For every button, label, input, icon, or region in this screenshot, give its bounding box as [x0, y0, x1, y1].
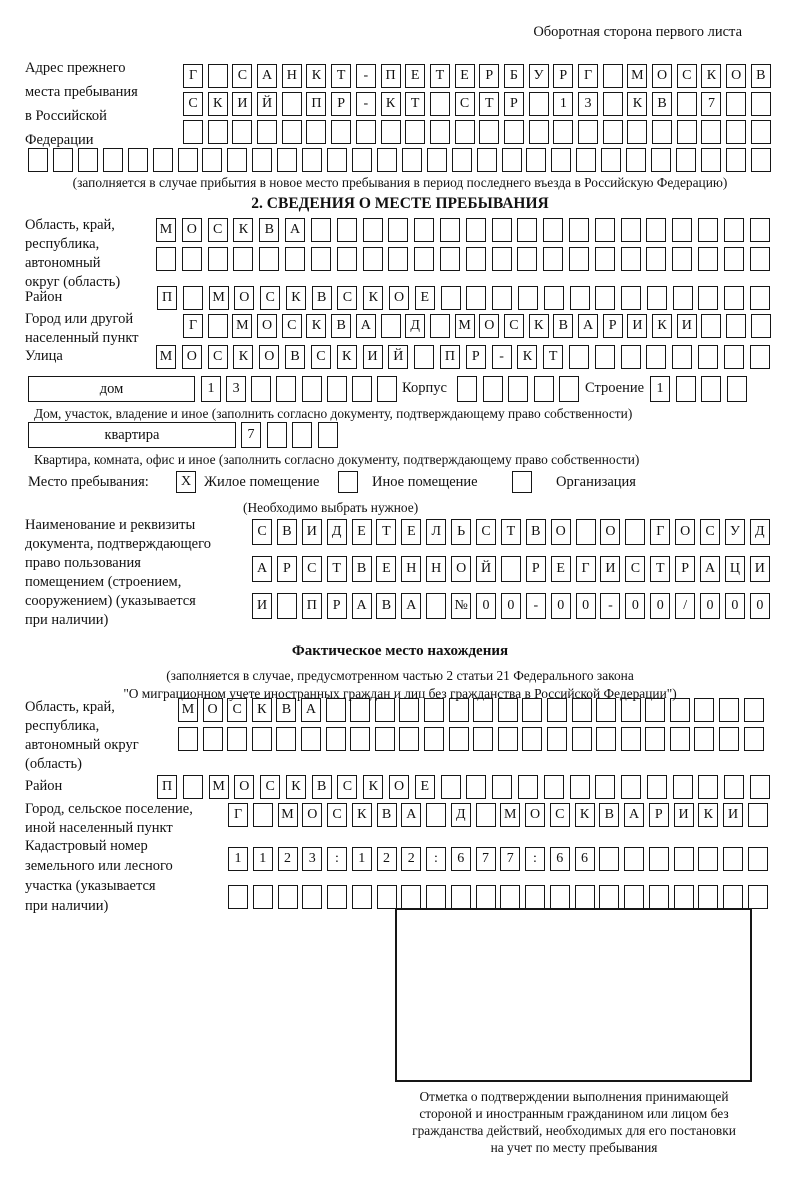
- stay-type-label: Место пребывания:: [28, 474, 149, 490]
- actual-city-label: Город, сельское поселение, иной населенный пункт: [25, 801, 193, 836]
- stamp-caption: Отметка о подтверждении выполнения принимающей стороной и иностранным гражданином или лицом без гражданства действий, необходимых для его постановки на учет по месту пребывания: [412, 1089, 736, 1155]
- actual-district-label: Район: [25, 778, 63, 794]
- actual-city-row[interactable]: Г М О С К В А Д М О С К В А Р И К И: [228, 803, 768, 827]
- city-label: Город или другой населенный пункт: [25, 311, 139, 346]
- korpus-label: Корпус: [402, 380, 447, 396]
- page-side-note: Оборотная сторона первого листа: [533, 24, 742, 40]
- prev-address-row-3[interactable]: [183, 120, 771, 144]
- stroenie-label: Строение: [585, 380, 645, 396]
- prev-address-row-4[interactable]: [28, 148, 771, 172]
- actual-region-row-1[interactable]: М О С К В А: [178, 698, 764, 722]
- region-label: Область, край, республика, автономный округ (область): [25, 217, 121, 290]
- district-row[interactable]: П М О С К В С К О Е: [157, 286, 770, 310]
- cadastral-row-2[interactable]: [228, 885, 768, 909]
- prev-address-note: (заполняется в случае прибытия в новое место пребывания в период последнего въезда в Российскую Федерацию): [72, 175, 728, 190]
- stroenie-cells[interactable]: 1: [650, 376, 747, 402]
- prev-address-label: Адрес прежнего места пребывания в Российской Федерации: [25, 60, 138, 148]
- korpus-cells[interactable]: [457, 376, 579, 402]
- stamp-box: [395, 908, 752, 1082]
- section2-title: 2. СВЕДЕНИЯ О МЕСТЕ ПРЕБЫВАНИЯ: [251, 195, 549, 212]
- street-label: Улица: [25, 348, 63, 364]
- document-row-3[interactable]: И П Р А В А № 0 0 - 0 0 - 0 0 / 0 0 0: [252, 593, 770, 619]
- stay-type-checkbox-organization[interactable]: [512, 471, 532, 493]
- actual-location-note-2: "О миграционном учете иностранных граждан и лиц без гражданства в Российской Федерации"): [123, 686, 677, 701]
- document-label: Наименование и реквизиты документа, подтверждающего право пользования помещением (строением, сооружением) (указывается при наличии): [25, 517, 211, 628]
- document-row-1[interactable]: С В И Д Е Т Е Л Ь С Т В О О Г О С У Д: [252, 519, 770, 545]
- actual-district-row[interactable]: П М О С К В С К О Е: [157, 775, 770, 799]
- stay-type-option-other-premises: Иное помещение: [372, 474, 478, 490]
- apartment-box-label: квартира: [28, 422, 236, 448]
- actual-region-label: Область, край, республика, автономный округ (область): [25, 699, 139, 772]
- cadastral-label: Кадастровый номер земельного или лесного участка (указывается при наличии): [25, 838, 173, 914]
- apartment-note: Квартира, комната, офис и иное (заполнить согласно документу, подтверждающему право собственности): [34, 452, 640, 467]
- prev-address-row-1[interactable]: Г С А Н К Т - П Е Т Е Р Б У Р Г М О С К О В: [183, 64, 771, 88]
- prev-address-row-2[interactable]: С К И Й П Р - К Т С Т Р 1 3 К В 7: [183, 92, 771, 116]
- district-label: Район: [25, 289, 63, 305]
- actual-region-row-2[interactable]: [178, 727, 764, 751]
- house-cells[interactable]: 1 3: [201, 376, 397, 402]
- region-row-2[interactable]: [156, 247, 770, 271]
- document-row-2[interactable]: А Р С Т В Е Н Н О Й Р Е Г И С Т Р А Ц И: [252, 556, 770, 582]
- house-box-label: дом: [28, 376, 195, 402]
- stay-type-option-organization: Организация: [556, 474, 636, 490]
- apartment-cells[interactable]: 7: [241, 422, 338, 448]
- region-row-1[interactable]: М О С К В А: [156, 218, 770, 242]
- city-row[interactable]: Г М О С К В А Д М О С К В А Р И К И: [183, 314, 771, 338]
- street-row[interactable]: М О С К О В С К И Й П Р - К Т: [156, 345, 770, 369]
- actual-location-title: Фактическое место нахождения: [291, 643, 509, 659]
- cadastral-row-1[interactable]: 1 1 2 3 : 1 2 2 : 6 7 7 : 6 6: [228, 847, 768, 871]
- actual-location-note-1: (заполняется в случае, предусмотренном частью 2 статьи 21 Федерального закона: [166, 668, 634, 683]
- stay-type-checkbox-residential[interactable]: X: [176, 471, 196, 493]
- stay-type-note: (Необходимо выбрать нужное): [243, 500, 419, 515]
- stay-type-option-residential: Жилое помещение: [204, 474, 320, 490]
- house-note: Дом, участок, владение и иное (заполнить согласно документу, подтверждающему право собственности): [34, 406, 633, 421]
- stay-type-checkbox-other-premises[interactable]: [338, 471, 358, 493]
